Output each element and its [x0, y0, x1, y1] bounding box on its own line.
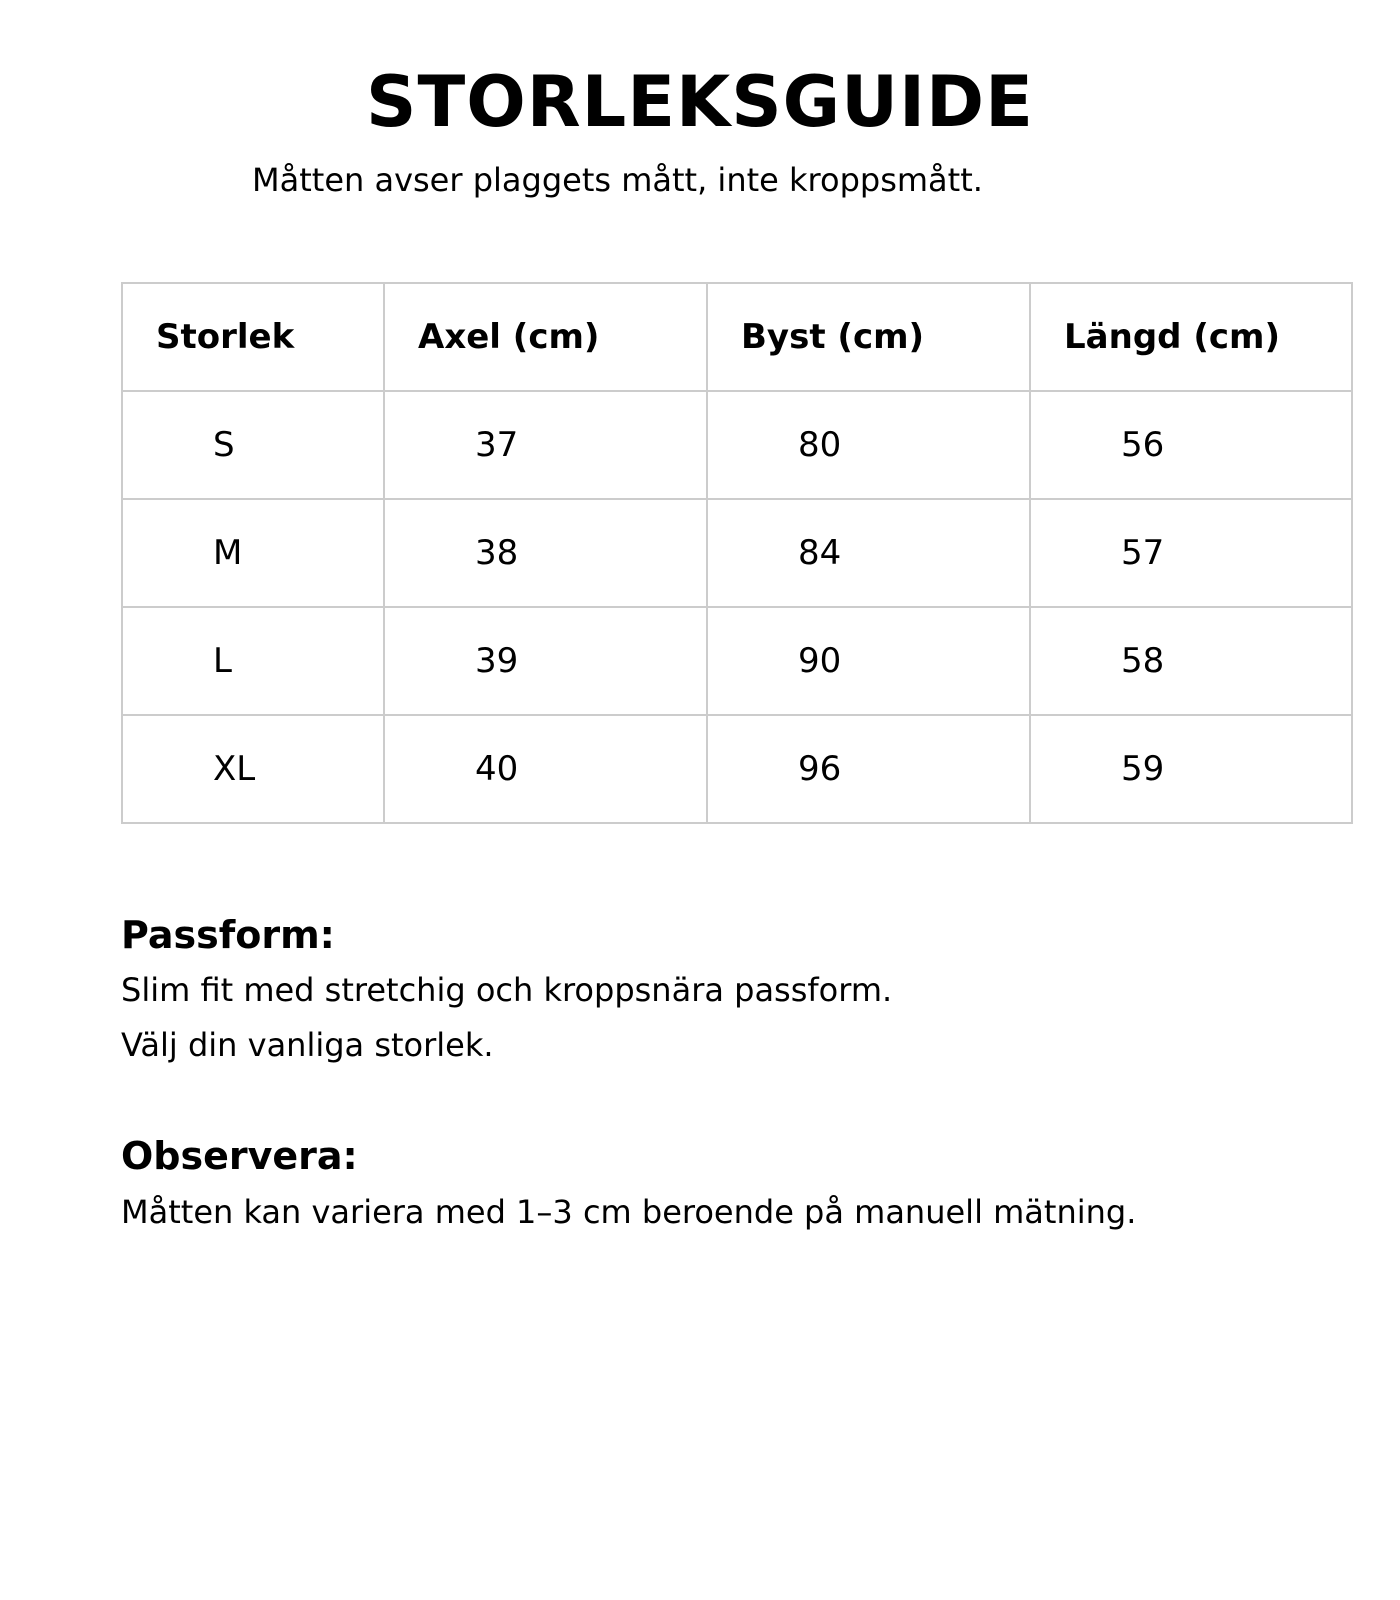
table-row — [122, 499, 1352, 607]
table-row — [122, 715, 1352, 823]
header-shoulder: Axel (cm) — [384, 283, 707, 391]
cell-bust: 84 — [707, 499, 1030, 607]
cell-bust: 80 — [707, 391, 1030, 499]
cell-size: S — [122, 391, 384, 499]
fit-line: Slim fit med stretchig och kroppsnära passform. — [121, 971, 893, 1009]
cell-shoulder: 39 — [384, 607, 707, 715]
cell-length: 57 — [1030, 499, 1352, 607]
table-row — [122, 391, 1352, 499]
cell-length: 58 — [1030, 607, 1352, 715]
cell-shoulder: 37 — [384, 391, 707, 499]
note-line: Måtten kan variera med 1–3 cm beroende på manuell mätning. — [121, 1193, 1137, 1231]
cell-bust: 90 — [707, 607, 1030, 715]
header-size: Storlek — [122, 283, 384, 391]
table-row — [122, 607, 1352, 715]
cell-shoulder: 40 — [384, 715, 707, 823]
header-length: Längd (cm) — [1030, 283, 1352, 391]
fit-line: Välj din vanliga storlek. — [121, 1026, 494, 1064]
size-table — [121, 282, 1353, 824]
fit-heading: Passform: — [121, 913, 335, 957]
cell-size: XL — [122, 715, 384, 823]
table-header-row — [122, 283, 1352, 391]
note-heading: Observera: — [121, 1134, 358, 1178]
cell-bust: 96 — [707, 715, 1030, 823]
cell-size: L — [122, 607, 384, 715]
cell-length: 59 — [1030, 715, 1352, 823]
page-subtitle: Måtten avser plaggets mått, inte kroppsmått. — [252, 161, 983, 199]
header-bust: Byst (cm) — [707, 283, 1030, 391]
cell-length: 56 — [1030, 391, 1352, 499]
cell-size: M — [122, 499, 384, 607]
cell-shoulder: 38 — [384, 499, 707, 607]
page-title: STORLEKSGUIDE — [366, 61, 1034, 143]
